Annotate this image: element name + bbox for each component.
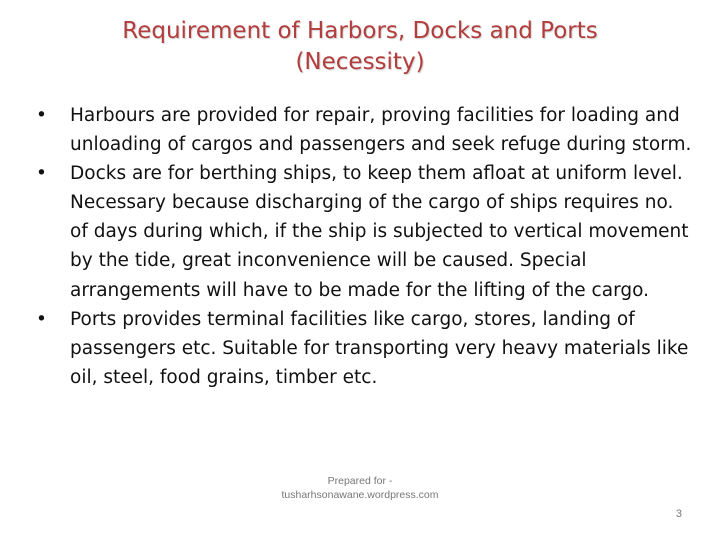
bullet-item [30, 101, 692, 159]
footer-line-2: tusharhsonawane.wordpress.com [281, 489, 439, 501]
bullet-item [30, 159, 692, 304]
bullet-item [30, 305, 692, 392]
page-number: 3 [675, 508, 682, 520]
bullet-text: Docks are for berthing ships, to keep them afloat at uniform level. Necessary because discharging of the cargo of ships requires no. of days during which, if the ship is subjected to vertical movement by the tide, great inconvenience will be caused. Special arrangements will have to be made for the lifting of the cargo. [70, 163, 689, 301]
slide-title [40, 16, 680, 78]
bullet-dot-icon: • [36, 308, 47, 330]
bullet-text: Ports provides terminal facilities like cargo, stores, landing of passengers etc. Suitable for transporting very heavy materials like oil, steel, food grains, timber etc. [70, 308, 689, 388]
footer-credit [260, 474, 460, 502]
footer-line-1: Prepared for - [327, 475, 393, 487]
title-line-2: (Necessity) [295, 49, 425, 75]
title-line-1: Requirement of Harbors, Docks and Ports [122, 18, 598, 44]
bullet-list [30, 101, 692, 392]
bullet-text: Harbours are provided for repair, proving facilities for loading and unloading of cargos and passengers and seek refuge during storm. [70, 105, 692, 156]
bullet-dot-icon: • [36, 163, 47, 185]
bullet-dot-icon: • [36, 105, 47, 126]
